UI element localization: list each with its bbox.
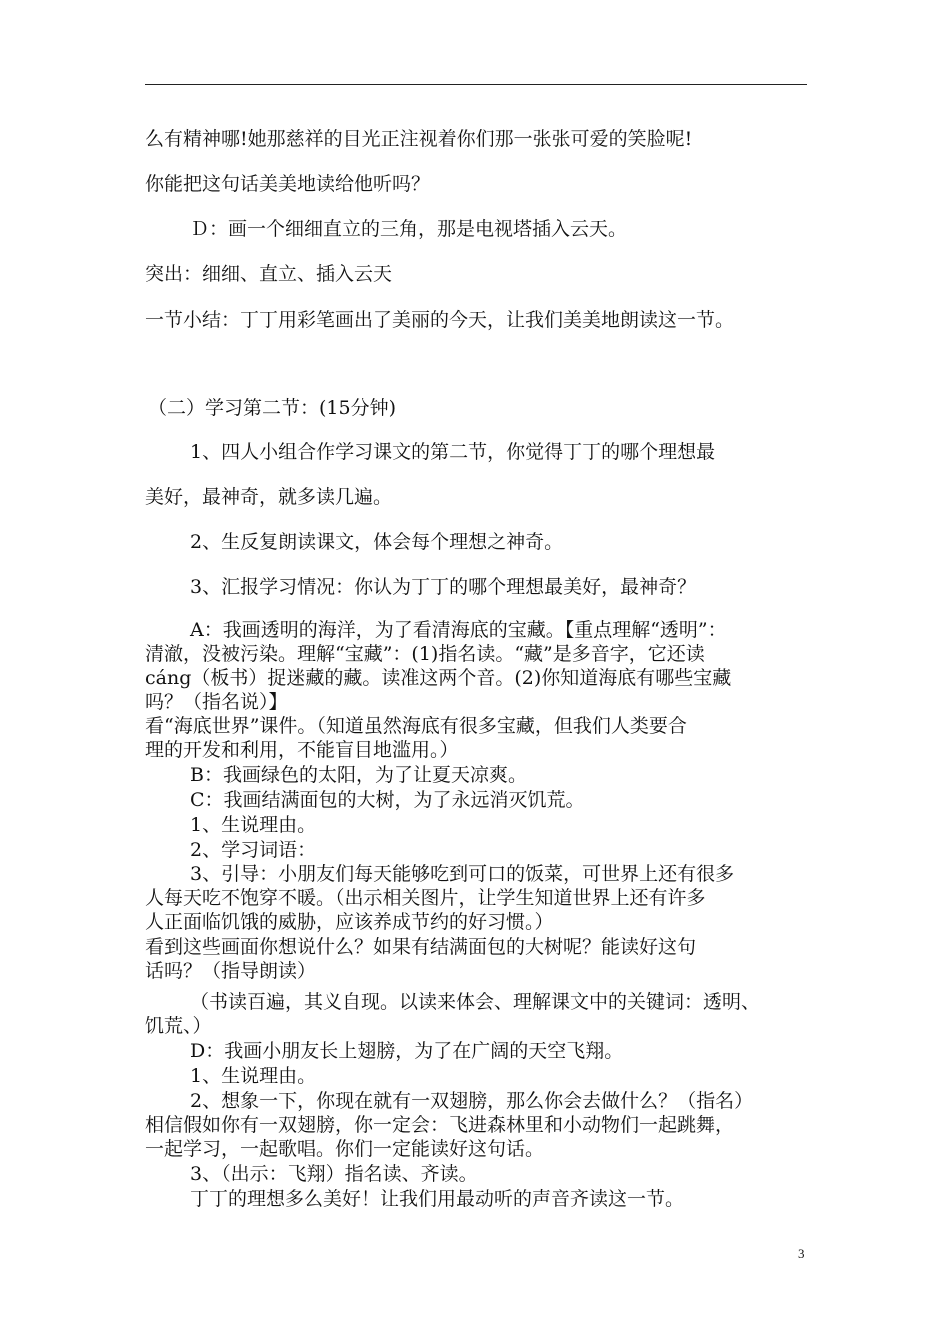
text-line: 突出：细细、直立、插入云天: [145, 263, 393, 285]
text-line: 一起学习，一起歌唱。你们一定能读好这句话。: [145, 1138, 545, 1160]
text-line: 1、生说理由。: [190, 814, 317, 836]
text-line: D：我画小朋友长上翅膀，为了在广阔的天空飞翔。: [190, 1040, 624, 1062]
text-line: 人正面临饥饿的威胁，应该养成节约的好习惯。）: [145, 911, 554, 933]
page-number: 3: [798, 1246, 805, 1261]
text-line: 丁丁的理想多么美好！让我们用最动听的声音齐读这一节。: [190, 1188, 685, 1210]
text-line: 么有精神哪!她那慈祥的目光正注视着你们那一张张可爱的笑脸呢!: [145, 128, 693, 150]
text-line: 2、学习词语：: [190, 839, 317, 861]
text-line: cáng（板书）捉迷藏的藏。读准这两个音。(2)你知道海底有哪些宝藏: [145, 667, 732, 689]
text-line: 清澈，没被污染。理解“宝藏”：(1)指名读。“藏”是多音字，它还读: [145, 643, 705, 665]
text-line: Ｄ：画一个细细直立的三角，那是电视塔插入云天。: [190, 218, 628, 240]
text-line: A：我画透明的海洋，为了看清海底的宝藏。【重点理解“透明”：: [190, 619, 727, 641]
text-line: 3、引导：小朋友们每天能够吃到可口的饭菜，可世界上还有很多: [190, 863, 735, 885]
text-line: 看到这些画面你想说什么？如果有结满面包的大树呢？能读好这句: [145, 936, 697, 958]
text-line: 美好，最神奇，就多读几遍。: [145, 486, 393, 508]
text-line: 人每天吃不饱穿不暖。（出示相关图片，让学生知道世界上还有许多: [145, 887, 706, 909]
text-line: 3、（出示：飞翔）指名读、齐读。: [190, 1163, 478, 1185]
text-line: 理的开发和利用，不能盲目地滥用。）: [145, 739, 459, 761]
section-heading: （二）学习第二节：(15分钟): [148, 397, 397, 419]
text-line: 相信假如你有一双翅膀，你一定会：飞进森林里和小动物们一起跳舞，: [145, 1114, 735, 1136]
text-line: 2、想象一下，你现在就有一双翅膀，那么你会去做什么？（指名）: [190, 1090, 754, 1112]
text-line: 3、汇报学习情况：你认为丁丁的哪个理想最美好，最神奇？: [190, 576, 697, 598]
header-divider: [145, 84, 807, 85]
text-line: 1、生说理由。: [190, 1065, 317, 1087]
text-line: （书读百遍，其义自现。以读来体会、理解课文中的关键词：透明、: [190, 991, 761, 1013]
text-line: 饥荒、）: [145, 1015, 212, 1037]
text-line: 一节小结：丁丁用彩笔画出了美丽的今天，让我们美美地朗读这一节。: [145, 309, 735, 331]
text-line: C：我画结满面包的大树，为了永远消灭饥荒。: [190, 789, 585, 811]
text-line: B：我画绿色的太阳，为了让夏天凉爽。: [190, 764, 527, 786]
text-line: 你能把这句话美美地读给他听吗？: [145, 173, 431, 195]
text-line: 2、生反复朗读课文，体会每个理想之神奇。: [190, 531, 564, 553]
text-line: 看“海底世界”课件。（知道虽然海底有很多宝藏，但我们人类要合: [145, 715, 687, 737]
text-line: 1、四人小组合作学习课文的第二节，你觉得丁丁的哪个理想最: [190, 441, 716, 463]
text-line: 话吗？（指导朗读）: [145, 960, 317, 982]
text-line: 吗？（指名说）】: [145, 691, 288, 713]
